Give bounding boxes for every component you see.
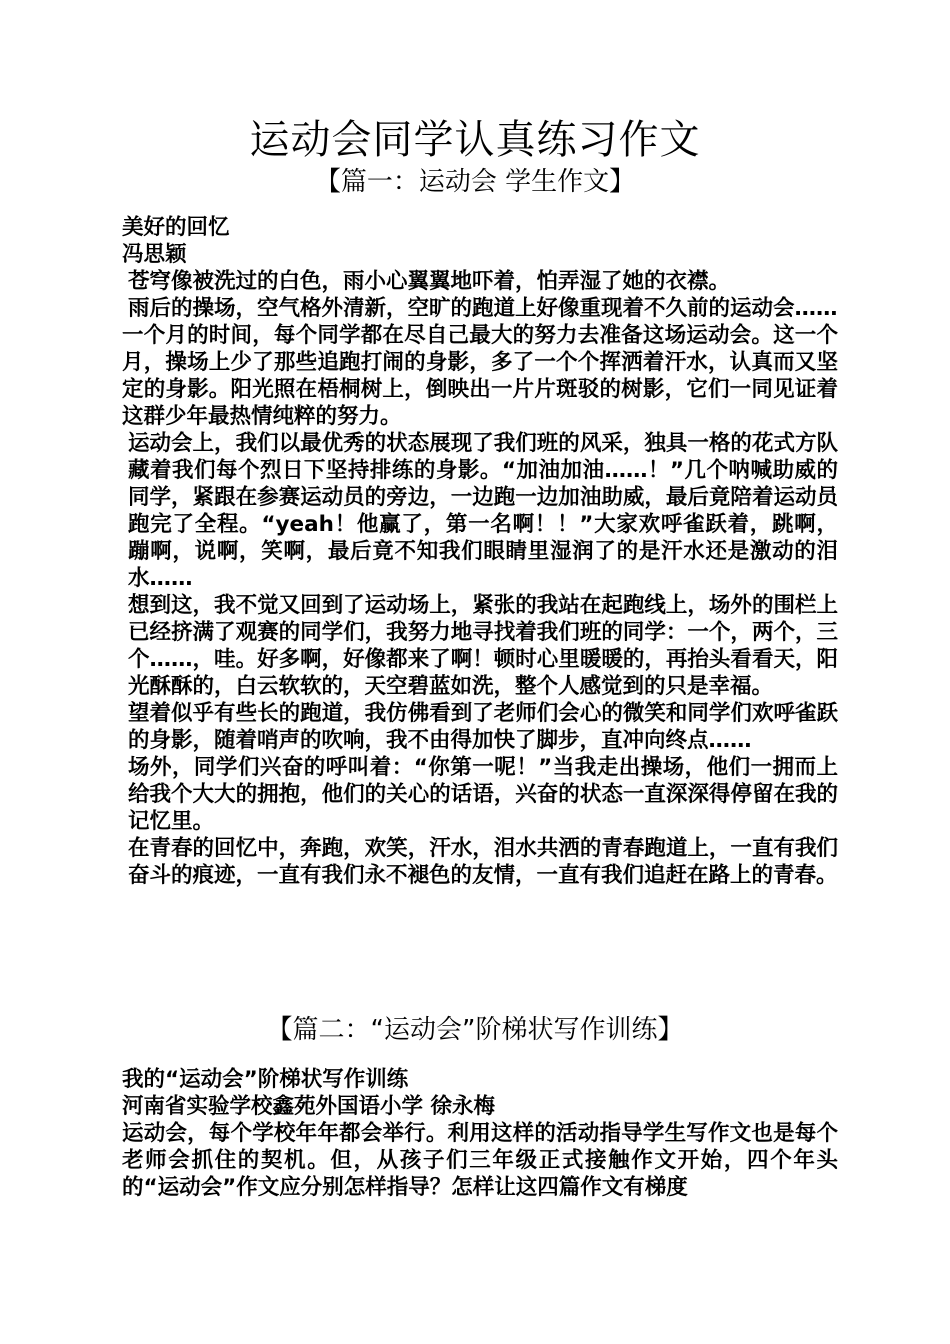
essay-title: 美好的回忆	[122, 215, 230, 240]
section-heading-2: 【篇二：“运动会”阶梯状写作训练】	[266, 1015, 684, 1045]
paragraph: 望着似乎有些长的跑道，我仿佛看到了老师们会心的微笑和同学们欢呼雀跃的身影，随着哨声的吹响，我不由得加快了脚步，直冲向终点……	[128, 701, 838, 753]
paragraph: 雨后的操场，空气格外清新，空旷的跑道上好像重现着不久前的运动会……	[128, 296, 838, 321]
paragraph: 在青春的回忆中，奔跑，欢笑，汗水，泪水共洒的青春跑道上，一直有我们奋斗的痕迹，一直有我们永不褪色的友情，一直有我们追赶在路上的青春。	[128, 836, 838, 888]
paragraph: 场外，同学们兴奋的呼叫着：“你第一呢！”当我走出操场，他们一拥而上给我个大大的拥抱，他们的关心的话语，兴奋的状态一直深深得停留在我的记忆里。	[128, 755, 838, 834]
essay-title: 我的“运动会”阶梯状写作训练	[122, 1067, 409, 1092]
paragraph: 一个月的时间，每个同学都在尽自己最大的努力去准备这场运动会。这一个月，操场上少了那些追跑打闹的身影，多了一个个挥洒着汗水，认真而又坚定的身影。阳光照在梧桐树上，倒映出一片片斑驳的树影，它们一同见证着这群少年最热情纯粹的努力。	[122, 323, 838, 429]
section-2-body	[116, 1066, 838, 1201]
section-heading-1: 【篇一：运动会 学生作文】	[314, 167, 636, 197]
section-1-body	[116, 214, 838, 889]
essay-author: 河南省实验学校鑫苑外国语小学 徐永梅	[122, 1094, 495, 1119]
document-title: 运动会同学认真练习作文	[249, 117, 701, 163]
essay-author: 冯思颖	[122, 242, 187, 267]
paragraph: 运动会上，我们以最优秀的状态展现了我们班的风采，独具一格的花式方队藏着我们每个烈日下坚持排练的身影。“加油加油……！”几个呐喊助威的同学，紧跟在参赛运动员的旁边，一边跑一边加油助威，最后竟陪着运动员跑完了全程。“yeah！他赢了，第一名啊！！”大家欢呼雀跃着，跳啊，蹦啊，说啊，笑啊，最后竟不知我们眼睛里湿润了的是汗水还是激动的泪水……	[128, 431, 838, 591]
paragraph: 运动会，每个学校年年都会举行。利用这样的活动指导学生写作文也是每个老师会抓住的契机。但，从孩子们三年级正式接触作文开始，四个年头的“运动会”作文应分别怎样指导？怎样让这四篇作文有梯度	[122, 1121, 838, 1200]
paragraph: 想到这，我不觉又回到了运动场上，紧张的我站在起跑线上，场外的围栏上已经挤满了观赛的同学们，我努力地寻找着我们班的同学：一个，两个，三个……，哇。好多啊，好像都来了啊！顿时心里暖暖的，再抬头看看天，阳光酥酥的，白云软软的，天空碧蓝如洗，整个人感觉到的只是幸福。	[128, 593, 838, 699]
paragraph: 苍穹像被洗过的白色，雨小心翼翼地吓着，怕弄湿了她的衣襟。	[128, 269, 731, 294]
